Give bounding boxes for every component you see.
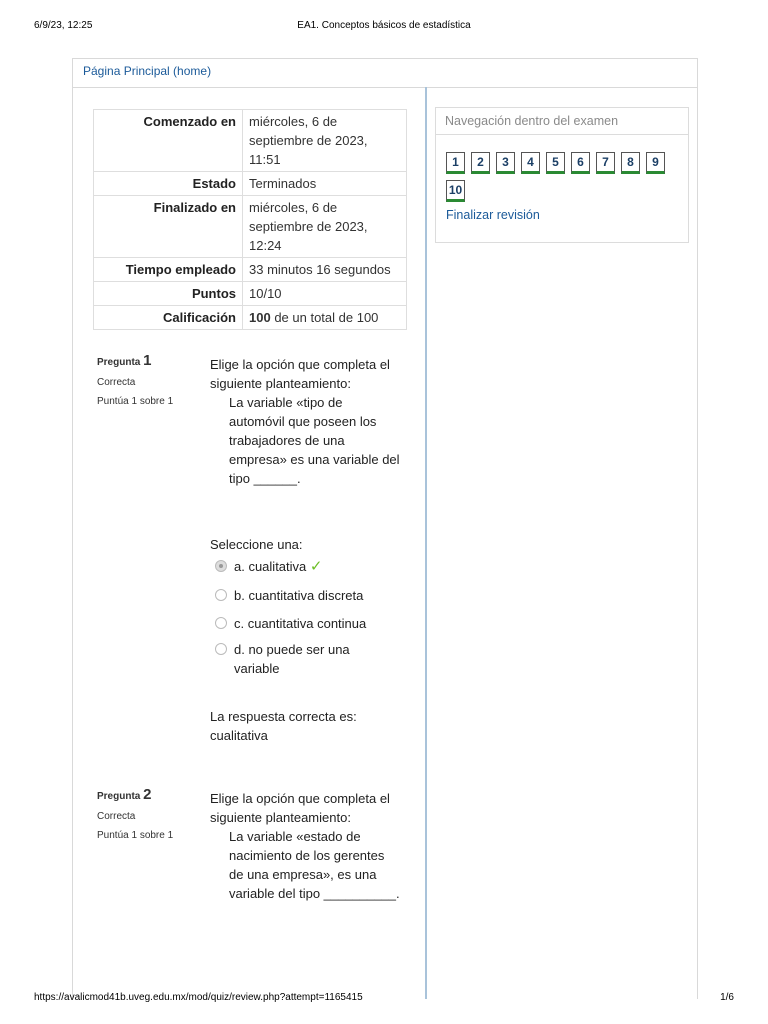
summary-row — [94, 306, 407, 330]
question-intro: Elige la opción que completa el siguiente planteamiento: — [210, 357, 390, 391]
print-url: https://avalicmod41b.uveg.edu.mx/mod/quiz/review.php?attempt=1165415 — [34, 992, 363, 1003]
answer-option[interactable] — [215, 614, 395, 633]
summary-row — [94, 258, 407, 282]
question-statement: La variable «estado de nacimiento de los gerentes de una empresa», es una variable del tipo __________. — [229, 829, 400, 901]
attempt-summary-table — [93, 109, 407, 330]
summary-value: 10/10 — [243, 282, 407, 306]
question-nav-button[interactable]: 10 — [446, 180, 465, 202]
answer-option-label: c. cuantitativa continua — [234, 616, 367, 631]
question-number: Pregunta 2 — [97, 786, 152, 803]
select-one-prompt: Seleccione una: — [210, 537, 303, 552]
radio-button[interactable] — [215, 617, 227, 629]
answer-option-label: d. no puede ser una variable — [234, 642, 350, 676]
summary-row — [94, 196, 407, 258]
summary-label: Calificación — [94, 306, 243, 330]
print-doc-title: EA1. Conceptos básicos de estadística — [297, 20, 471, 31]
summary-label: Puntos — [94, 282, 243, 306]
home-link[interactable]: Página Principal (home) — [83, 64, 212, 78]
question-nav-button[interactable]: 5 — [546, 152, 565, 174]
grade-score: 100 — [249, 310, 271, 325]
question-state: Correcta — [97, 811, 136, 822]
summary-value: miércoles, 6 de septiembre de 2023, 12:24 — [243, 196, 407, 258]
question-statement: La variable «tipo de automóvil que poseen los trabajadores de una empresa» es una variable del tipo ______. — [229, 395, 400, 486]
summary-value: 33 minutos 16 segundos — [243, 258, 407, 282]
summary-value — [243, 306, 407, 330]
question-nav-button[interactable]: 3 — [496, 152, 515, 174]
question-info — [97, 786, 173, 841]
summary-row — [94, 282, 407, 306]
question-text — [210, 355, 400, 488]
question-grade: Puntúa 1 sobre 1 — [97, 396, 174, 407]
summary-row — [94, 110, 407, 172]
right-answer-feedback: La respuesta correcta es: cualitativa — [210, 709, 357, 743]
answer-option-label: a. cualitativa — [234, 559, 307, 574]
summary-label: Tiempo empleado — [94, 258, 243, 282]
question-info — [97, 352, 173, 407]
quiz-page-frame — [72, 58, 698, 999]
print-header — [0, 14, 768, 34]
question-nav-button[interactable]: 2 — [471, 152, 490, 174]
print-date: 6/9/23, 12:25 — [34, 20, 93, 31]
summary-row — [94, 172, 407, 196]
question-nav-button[interactable]: 8 — [621, 152, 640, 174]
question-intro: Elige la opción que completa el siguiente planteamiento: — [210, 791, 390, 825]
question-nav-button[interactable]: 6 — [571, 152, 590, 174]
question-nav-buttons — [446, 152, 682, 208]
summary-label: Finalizado en — [94, 196, 243, 258]
breadcrumb — [73, 59, 697, 88]
answer-option[interactable] — [215, 586, 395, 605]
question-nav-button[interactable]: 4 — [521, 152, 540, 174]
radio-button[interactable] — [215, 589, 227, 601]
grade-total: de un total de 100 — [270, 310, 379, 325]
radio-button-selected[interactable] — [215, 560, 227, 572]
column-divider — [425, 87, 427, 999]
summary-label: Estado — [94, 172, 243, 196]
summary-label: Comenzado en — [94, 110, 243, 172]
question-nav-button[interactable]: 1 — [446, 152, 465, 174]
question-nav-button[interactable]: 9 — [646, 152, 665, 174]
question-grade: Puntúa 1 sobre 1 — [97, 830, 174, 841]
answer-option-label: b. cuantitativa discreta — [234, 588, 364, 603]
summary-value: Terminados — [243, 172, 407, 196]
finish-review-link[interactable]: Finalizar revisión — [446, 208, 540, 222]
quiz-navigation-title: Navegación dentro del examen — [436, 108, 688, 135]
answer-option[interactable] — [215, 640, 395, 678]
check-mark-icon: ✓ — [309, 558, 323, 575]
question-text — [210, 789, 400, 903]
print-page-number: 1/6 — [720, 992, 734, 1003]
question-number: Pregunta 1 — [97, 352, 152, 369]
radio-button[interactable] — [215, 643, 227, 655]
summary-value: miércoles, 6 de septiembre de 2023, 11:51 — [243, 110, 407, 172]
question-nav-button[interactable]: 7 — [596, 152, 615, 174]
question-state: Correcta — [97, 377, 136, 388]
answer-option[interactable] — [215, 557, 395, 576]
quiz-navigation-block — [435, 107, 689, 243]
